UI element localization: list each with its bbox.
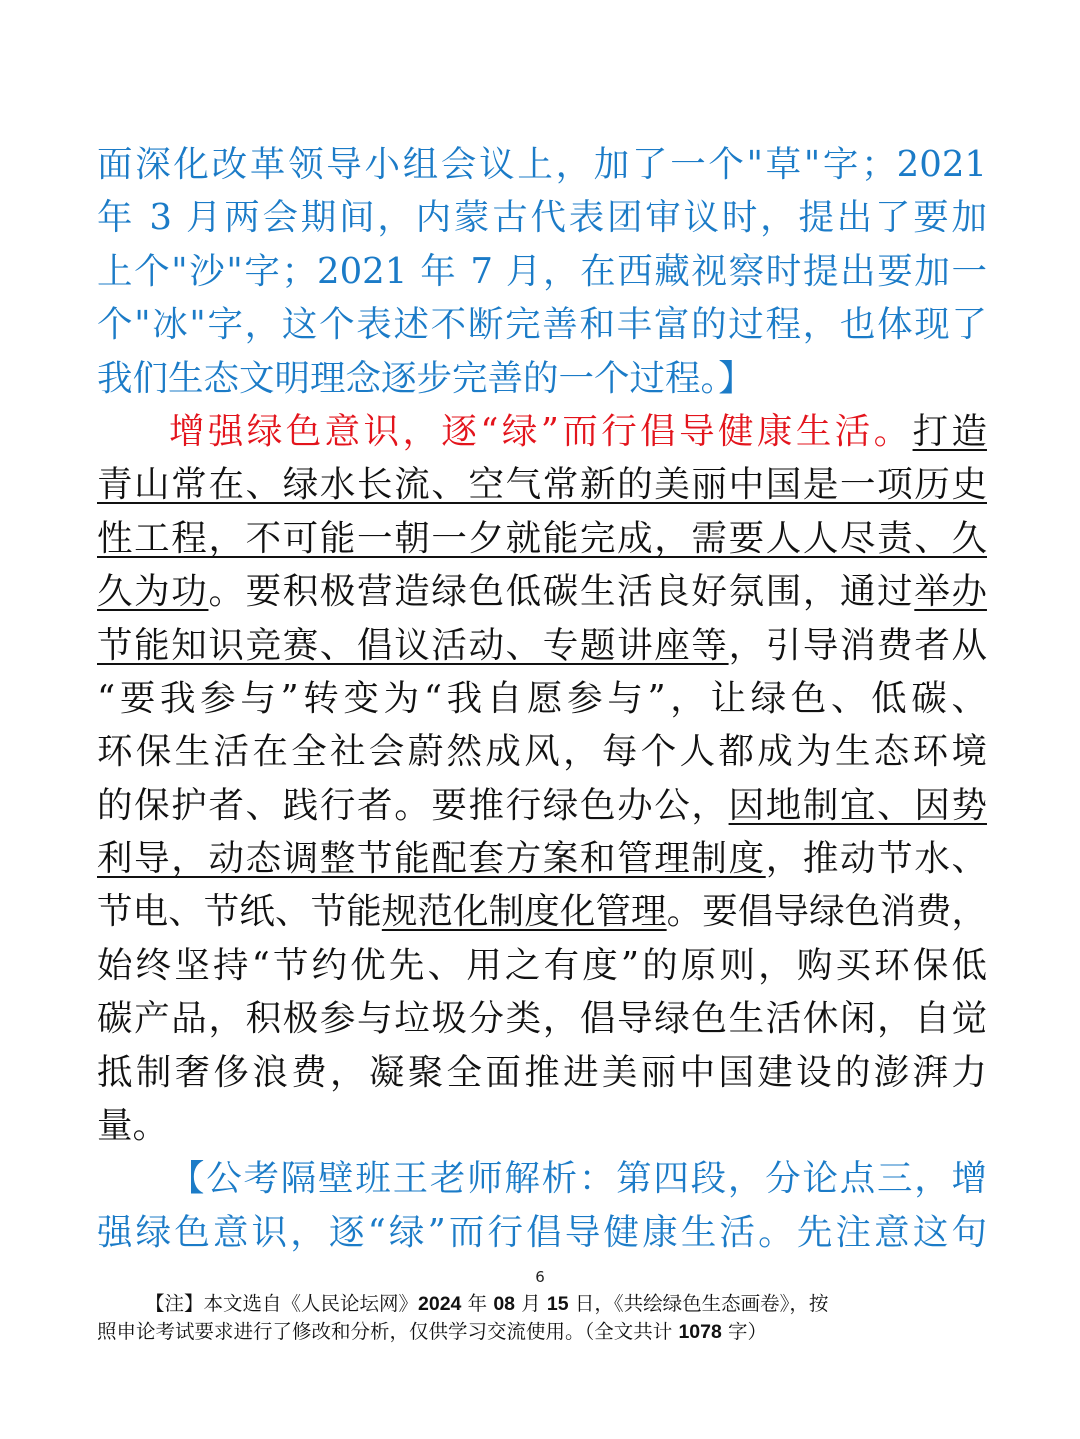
footnote-day: 15 <box>546 1293 569 1315</box>
paragraph-line <box>97 405 987 458</box>
underlined-text: 性工程，不可能一朝一夕就能完成，需要人人尽责、久 <box>97 517 987 559</box>
footnote <box>97 1290 987 1346</box>
paragraph-line <box>97 832 987 885</box>
paragraph-line <box>97 565 987 618</box>
commentary-line: 强绿色意识，逐“绿”而行倡导健康生活。先注意这句 <box>97 1211 987 1253</box>
paragraph-text: 。要倡导绿色消费， <box>666 891 987 933</box>
paragraph-text: 。要积极营造绿色低碳生活良好氛围，通过 <box>208 571 915 613</box>
commentary-line: 【公考隔壁班王老师解析：第四段，分论点三，增 <box>169 1158 987 1200</box>
footnote-line <box>97 1290 987 1318</box>
article-body <box>97 138 987 1259</box>
footnote-text: 日，《共绘绿色生态画卷》，按 <box>568 1292 829 1315</box>
paragraph-text: ，推动节水、 <box>765 838 987 880</box>
paragraph-line: “要我参与”转变为“我自愿参与”，让绿色、低碳、 <box>97 677 987 719</box>
paragraph-line: 量。 <box>97 1105 169 1147</box>
footnote-word-count: 1078 <box>678 1321 722 1343</box>
underlined-text: 举办 <box>914 571 987 613</box>
page-number: 6 <box>535 1268 545 1286</box>
paragraph-line: 抵制奢侈浪费，凝聚全面推进美丽中国建设的澎湃力 <box>97 1051 987 1093</box>
paragraph-line: 环保生活在全社会蔚然成风，每个人都成为生态环境 <box>97 731 987 773</box>
paragraph-text: ，引导消费者从 <box>728 624 987 666</box>
paragraph-line <box>97 885 987 938</box>
footnote-line <box>97 1318 987 1346</box>
footnote-text: 月 <box>515 1292 547 1315</box>
paragraph-line: 始终坚持“节约优先、用之有度”的原则，购买环保低 <box>97 944 987 986</box>
paragraph-line <box>97 779 987 832</box>
footnote-year: 2024 <box>418 1293 462 1315</box>
section-heading: 增强绿色意识，逐“绿”而行倡导健康生活。 <box>169 410 913 452</box>
footnote-text: 【注】本文选自《人民论坛网》 <box>145 1292 419 1315</box>
commentary-line: 个"冰"字，这个表述不断完善和丰富的过程，也体现了 <box>97 304 987 346</box>
commentary-line: 上个"沙"字；2021 年 7 月，在西藏视察时提出要加一 <box>97 250 987 292</box>
underlined-text: 规范化制度化管理 <box>381 891 667 933</box>
underlined-text: 久为功 <box>97 571 209 613</box>
underlined-text: 青山常在、绿水长流、空气常新的美丽中国是一项历史 <box>97 464 987 506</box>
underlined-text: 利导，动态调整节能配套方案和管理制度 <box>97 838 766 880</box>
commentary-line: 年 3 月两会期间，内蒙古代表团审议时，提出了要加 <box>97 197 987 239</box>
paragraph-text: 节电、节纸、节能 <box>97 891 382 933</box>
underlined-text: 节能知识竞赛、倡议活动、专题讲座等 <box>97 624 729 666</box>
underlined-text: 打造 <box>912 410 987 452</box>
footnote-text: 年 <box>461 1292 494 1315</box>
footnote-month: 08 <box>493 1293 516 1315</box>
commentary-line: 我们生态文明理念逐步完善的一个过程。】 <box>97 357 754 399</box>
footnote-text: 字） <box>721 1320 768 1343</box>
paragraph-line <box>97 512 987 565</box>
underlined-text: 因地制宜、因势 <box>728 784 987 826</box>
footnote-text: 照申论考试要求进行了修改和分析，仅供学习交流使用。（全文共计 <box>97 1320 679 1343</box>
paragraph-line <box>97 458 987 511</box>
commentary-line: 面深化改革领导小组会议上，加了一个"草"字；2021 <box>97 144 987 185</box>
paragraph-text: 的保护者、践行者。要推行绿色办公， <box>97 784 729 826</box>
paragraph-line <box>97 619 987 672</box>
paragraph-line: 碳产品，积极参与垃圾分类，倡导绿色生活休闲，自觉 <box>97 998 987 1040</box>
